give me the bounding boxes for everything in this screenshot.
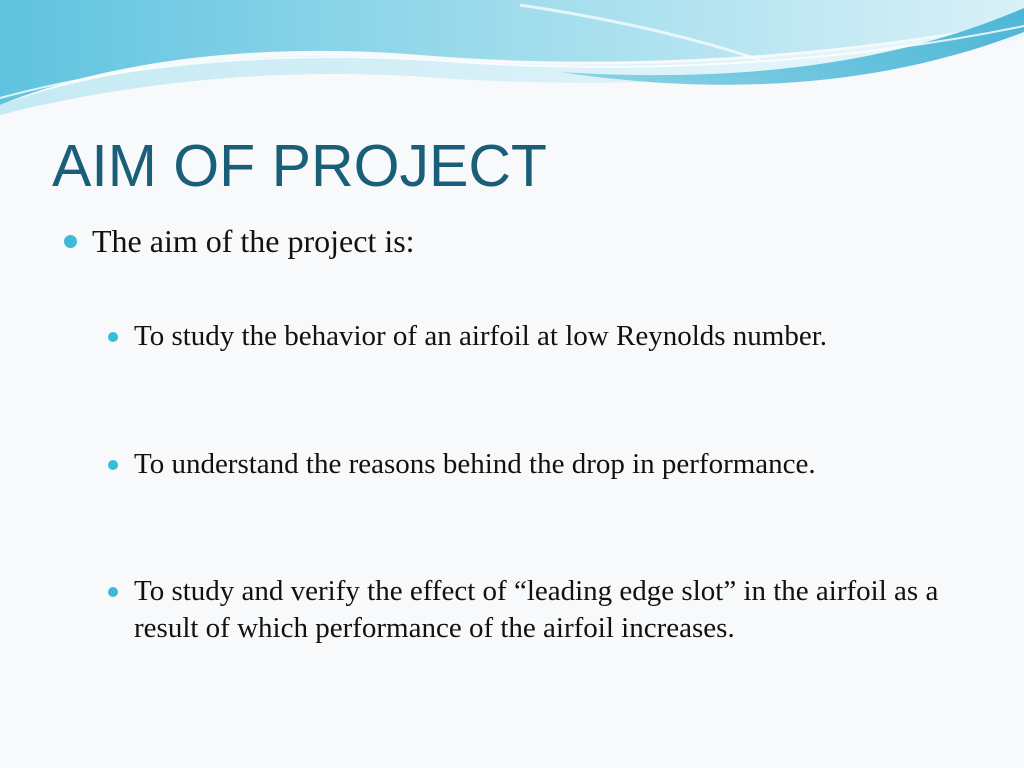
wave-header-decoration (0, 0, 1024, 130)
intro-text: The aim of the project is: (92, 223, 415, 259)
list-item-text: To study and verify the effect of “leading edge slot” in the airfoil as a result of which performance of the airfoil increases. (134, 575, 939, 644)
bullet-dot-icon (108, 460, 118, 470)
slide-title: AIM OF PROJECT (52, 133, 547, 199)
bullet-dot-icon (108, 587, 118, 597)
intro-bullet (62, 222, 962, 260)
list-item (106, 446, 984, 483)
list-item (106, 573, 984, 647)
list-item (106, 318, 984, 355)
list-item-text: To understand the reasons behind the drop in performance. (134, 448, 816, 480)
bullet-dot-icon (64, 235, 77, 248)
slide-content (62, 222, 962, 644)
list-item-text: To study the behavior of an airfoil at low Reynolds number. (134, 320, 828, 352)
bullet-dot-icon (108, 332, 118, 342)
